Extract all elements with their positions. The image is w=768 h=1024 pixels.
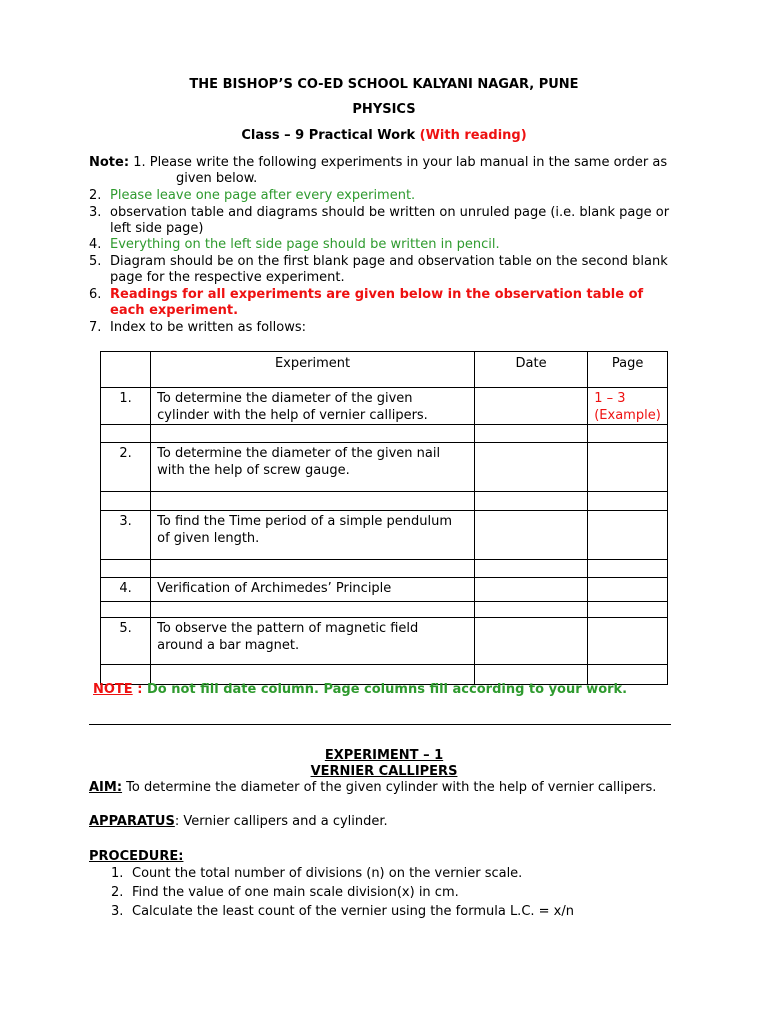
procedure-item xyxy=(111,884,459,901)
procedure-item xyxy=(111,865,522,882)
row-date xyxy=(474,511,587,560)
note-item-4 xyxy=(89,236,500,253)
table-spacer-row xyxy=(101,492,668,511)
apparatus-label: APPARATUS xyxy=(89,814,175,829)
note-item-2 xyxy=(89,187,415,204)
note-text: Readings for all experiments are given below in the observation table of xyxy=(110,287,644,302)
note-num: 3. xyxy=(89,205,102,220)
note-num: 1. xyxy=(133,155,146,170)
table-note-label: NOTE xyxy=(93,682,133,697)
note-num: 4. xyxy=(89,237,102,252)
row-date xyxy=(474,388,587,425)
note-item-6 xyxy=(89,286,643,303)
aim-text: To determine the diameter of the given cylinder with the help of vernier callipers. xyxy=(122,780,657,795)
procedure-num: 1. xyxy=(111,866,124,881)
note-item-1 xyxy=(89,154,667,171)
apparatus-text: : Vernier callipers and a cylinder. xyxy=(174,814,388,829)
note-text: Index to be written as follows: xyxy=(110,320,307,335)
row-date xyxy=(474,443,587,492)
experiment-title: EXPERIMENT – 1 xyxy=(324,748,444,763)
row-experiment: To determine the diameter of the given cylinder with the help of vernier callipers. xyxy=(151,388,475,425)
header-cell-page: Page xyxy=(588,352,668,388)
table-note-text: Do not fill date column. Page columns fill according to your work. xyxy=(146,682,628,697)
index-table xyxy=(100,351,668,685)
note-num: 7. xyxy=(89,320,102,335)
experiment-subtitle: VERNIER CALLIPERS xyxy=(310,764,458,779)
row-page xyxy=(588,618,668,665)
note-item-5-cont: page for the respective experiment. xyxy=(110,270,345,285)
note-text: Please write the following experiments in your lab manual in the same order as xyxy=(149,155,668,170)
procedure-label: PROCEDURE: xyxy=(89,849,184,864)
note-item-7 xyxy=(89,319,306,336)
header-cell-num xyxy=(101,352,151,388)
class-title-highlight: (With reading) xyxy=(419,128,527,143)
row-experiment: To find the Time period of a simple pendulum of given length. xyxy=(151,511,475,560)
row-num: 1. xyxy=(101,388,151,425)
class-title xyxy=(0,127,768,144)
note-text: Diagram should be on the first blank page and observation table on the second blank xyxy=(110,254,668,269)
row-experiment: Verification of Archimedes’ Principle xyxy=(151,578,475,602)
note-item-6-cont: each experiment. xyxy=(110,303,239,318)
table-spacer-row xyxy=(101,425,668,443)
row-page-example: (Example) xyxy=(594,408,661,423)
row-experiment: To determine the diameter of the given nail with the help of screw gauge. xyxy=(151,443,475,492)
table-spacer-row xyxy=(101,560,668,578)
note-num: 2. xyxy=(89,188,102,203)
note-item-5 xyxy=(89,253,668,270)
note-text: observation table and diagrams should be written on unruled page (i.e. blank page or xyxy=(110,205,670,220)
table-row xyxy=(101,388,668,425)
table-spacer-row xyxy=(101,602,668,618)
aim-label: AIM: xyxy=(89,780,123,795)
note-text: Please leave one page after every experiment. xyxy=(110,188,416,203)
note-label: Note: xyxy=(89,155,130,170)
header-cell-experiment: Experiment xyxy=(151,352,475,388)
table-note xyxy=(93,681,627,698)
row-num: 3. xyxy=(101,511,151,560)
row-page xyxy=(588,511,668,560)
table-row xyxy=(101,578,668,602)
section-divider xyxy=(89,724,671,725)
header-cell-date: Date xyxy=(474,352,587,388)
procedure-item xyxy=(111,903,574,920)
school-name: THE BISHOP’S CO-ED SCHOOL KALYANI NAGAR, PUNE xyxy=(189,77,579,92)
table-note-sep: : xyxy=(132,682,147,697)
apparatus-line xyxy=(89,813,388,830)
row-page-range: 1 – 3 xyxy=(594,391,626,406)
procedure-num: 2. xyxy=(111,885,124,900)
row-num: 5. xyxy=(101,618,151,665)
row-page xyxy=(588,578,668,602)
row-experiment: To observe the pattern of magnetic field around a bar magnet. xyxy=(151,618,475,665)
row-page xyxy=(588,388,668,425)
class-title-main: Class – 9 Practical Work xyxy=(241,128,416,143)
procedure-num: 3. xyxy=(111,904,124,919)
note-num: 5. xyxy=(89,254,102,269)
note-item-1-cont: given below. xyxy=(176,171,258,186)
row-num: 4. xyxy=(101,578,151,602)
procedure-text: Calculate the least count of the vernier using the formula L.C. = x/n xyxy=(132,904,574,919)
subject-title: PHYSICS xyxy=(352,102,416,117)
aim-line xyxy=(89,779,656,796)
row-date xyxy=(474,618,587,665)
table-header-row xyxy=(101,352,668,388)
note-num: 6. xyxy=(89,287,102,302)
row-page xyxy=(588,443,668,492)
note-item-3 xyxy=(89,204,669,221)
procedure-text: Count the total number of divisions (n) on the vernier scale. xyxy=(132,866,523,881)
table-row xyxy=(101,618,668,665)
table-row xyxy=(101,511,668,560)
note-item-3-cont: left side page) xyxy=(110,221,204,236)
note-text: Everything on the left side page should be written in pencil. xyxy=(110,237,500,252)
row-date xyxy=(474,578,587,602)
row-num: 2. xyxy=(101,443,151,492)
table-row xyxy=(101,443,668,492)
procedure-text: Find the value of one main scale division(x) in cm. xyxy=(132,885,459,900)
